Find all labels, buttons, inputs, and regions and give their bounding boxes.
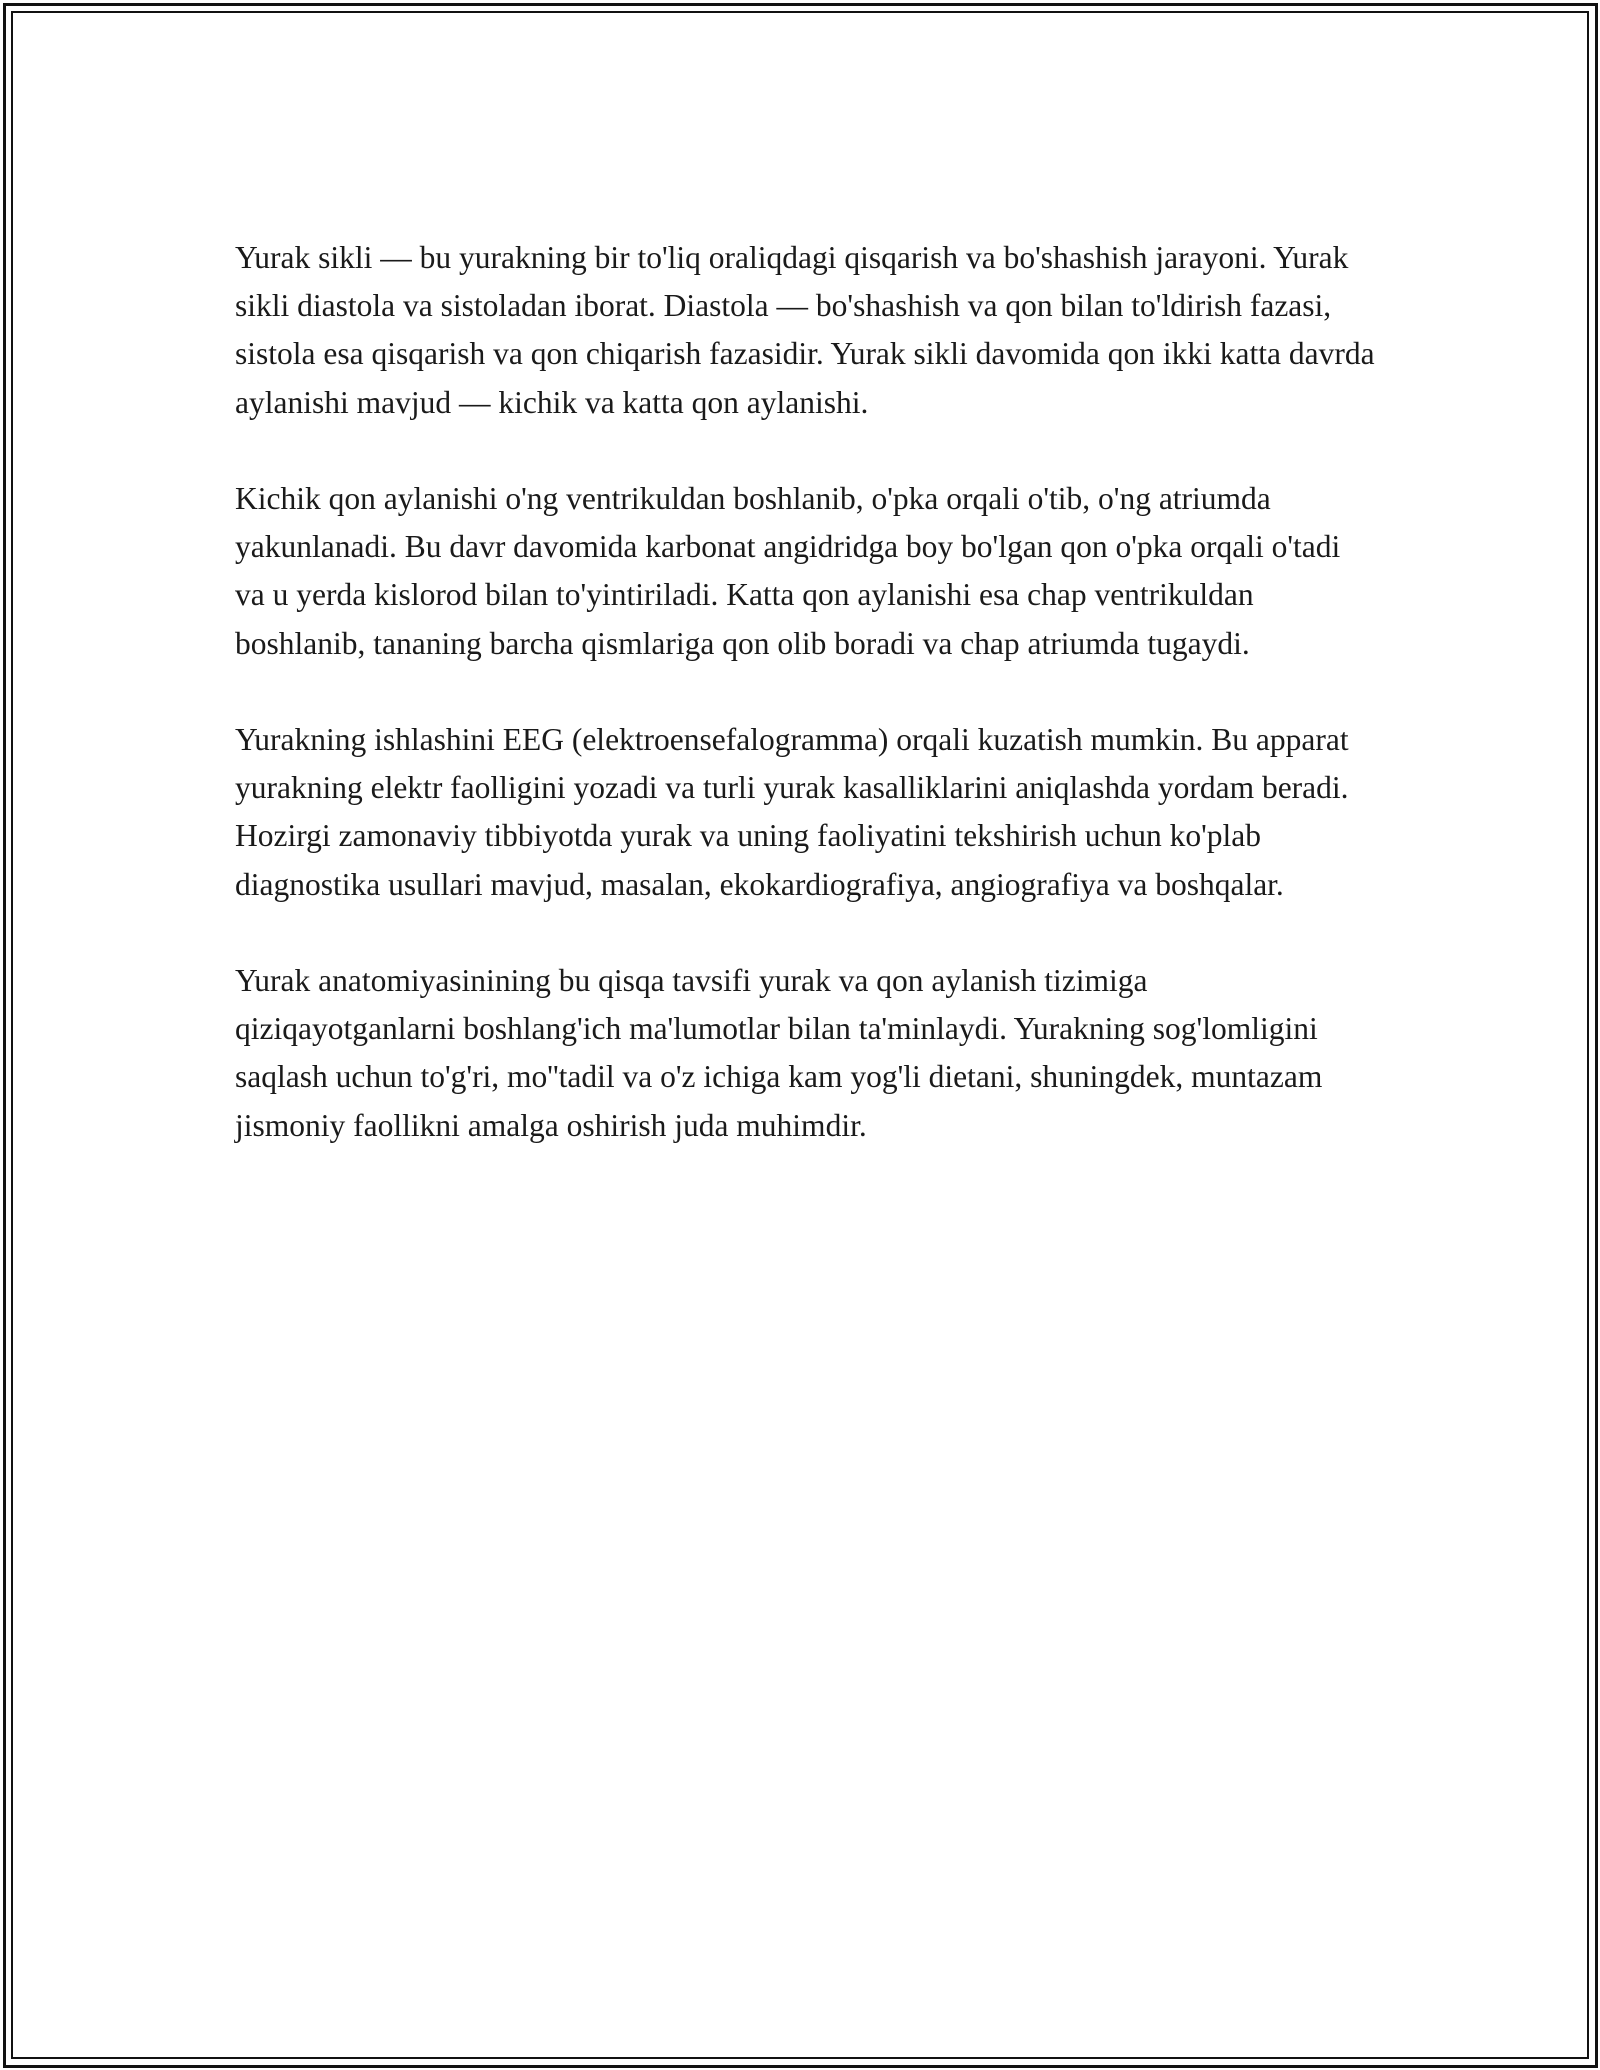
paragraph-summary: Yurak anatomiyasinining bu qisqa tavsifi yurak va qon aylanish tizimiga qiziqayotganlarni boshlang'ich ma'lumotlar bilan ta'minlaydi. Yurakning sog'lomligini saqlash uchun to'g'ri, mo''tadil va o'z ichiga kam yog'li dietani, shuningdek, muntazam jismoniy faollikni amalga oshirish juda muhimdir. [235,963,1323,1143]
paragraph-cardiac-cycle: Yurak sikli — bu yurakning bir to'liq oraliqdagi qisqarish va bo'shashish jarayoni. Yurak sikli diastola va sistoladan iborat. Diastola — bo'shashish va qon bilan to'ldirish fazasi, sistola esa qisqarish va qon chiqarish fazasidir. Yurak sikli davomida qon ikki katta davrda aylanishi mavjud — kichik va katta qon aylanishi. [235,240,1375,420]
paragraph-heart-monitoring: Yurakning ishlashini EEG (elektroensefalogramma) orqali kuzatish mumkin. Bu apparat yurakning elektr faolligini yozadi va turli yurak kasalliklarini aniqlashda yordam beradi. Hozirgi zamonaviy tibbiyotda yurak va uning faoliyatini tekshirish uchun ko'plab diagnostika usullari mavjud, masalan, ekokardiografiya, angiografiya va boshqalar. [235,722,1349,902]
document-body [235,234,1375,1198]
paragraph-pulmonary-circulation: Kichik qon aylanishi o'ng ventrikuldan boshlanib, o'pka orqali o'tib, o'ng atriumda yakunlanadi. Bu davr davomida karbonat angidridga boy bo'lgan qon o'pka orqali o'tadi va u yerda kislorod bilan to'yintiriladi. Katta qon aylanishi esa chap ventrikuldan boshlanib, tananing barcha qismlariga qon olib boradi va chap atriumda tugaydi. [235,481,1341,661]
